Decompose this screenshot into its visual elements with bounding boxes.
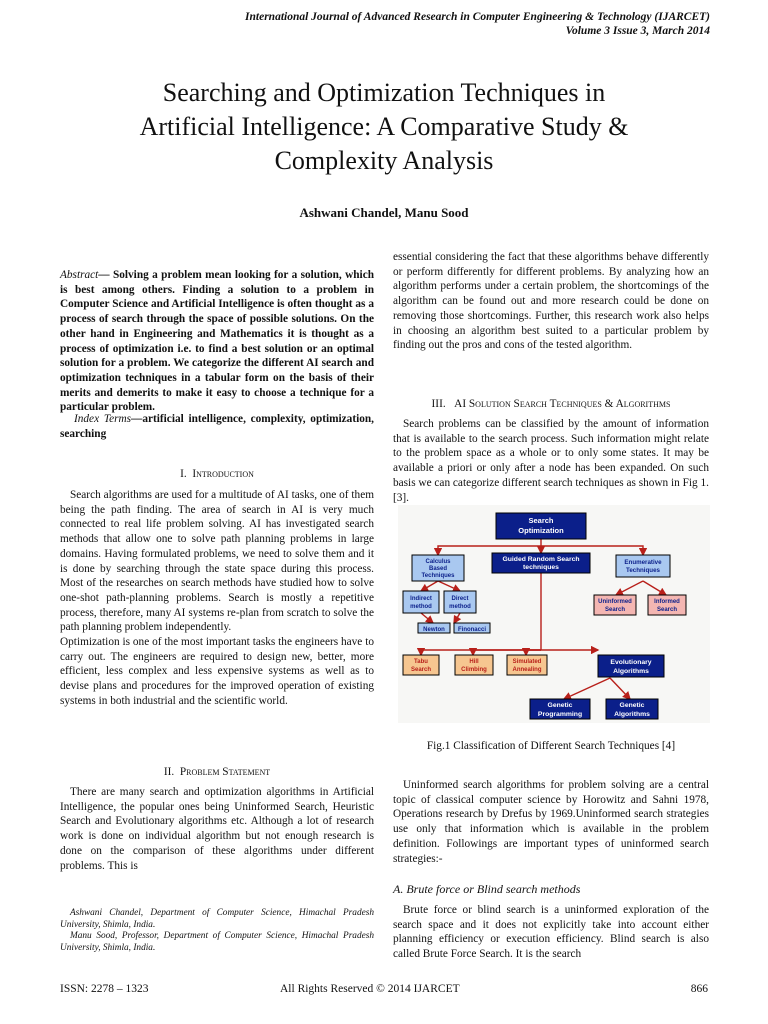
node-label: Finonacci (457, 627, 487, 633)
node-label: method (410, 604, 432, 610)
node-guided-random-search (492, 553, 590, 573)
node-label: Guided Random Search (502, 556, 580, 563)
node-direct-method (444, 591, 476, 613)
brute-force-paragraph: Brute force or blind search is a uninformed exploration of the search space and it does not explicitly take into account either planning efficiency or execution efficiency. Blind search is also called Brute Force Search. It is the search (393, 904, 709, 961)
subsection-heading-brute-force: A. Brute force or Blind search methods (393, 882, 581, 896)
node-evolutionary-algorithms (598, 655, 664, 677)
uninformed-paragraph: Uninformed search algorithms for problem solving are a central topic of classical computer science by Horowitz and Sahni 1978, Operations research by Drefus by 1969.Uninformed search strategies use only that information which is available in the problem definition. Followings are important types of uninformed search strategies:- (393, 779, 709, 865)
footer-page-number: 866 (690, 983, 708, 995)
ai-techniques-body (393, 417, 709, 505)
node-label: Optimization (518, 526, 564, 535)
brute-force-body (393, 903, 709, 962)
node-label: Indirect (410, 596, 432, 602)
uninformed-search-body (393, 778, 709, 866)
node-label: techniques (523, 564, 559, 571)
title-line-3: Complexity Analysis (274, 146, 494, 175)
footnote-author-2: Manu Sood, Professor, Department of Computer Science, Himachal Pradesh University, Shimla, India. (60, 931, 374, 953)
node-label: Newton (423, 627, 445, 633)
index-terms-text: —artificial intelligence, complexity, optimization, searching (60, 413, 374, 440)
section-number: III. (431, 398, 446, 410)
node-uninformed-search (594, 595, 636, 615)
node-label: Annealing (512, 667, 542, 673)
node-label: Tabu (414, 659, 428, 665)
node-label: Search (410, 667, 432, 673)
introduction-body (60, 488, 374, 709)
intro-paragraph-2: Optimization is one of the most important tasks the engineers have to carry out. The engineers are required to design new, better, more efficient, less complex and less expensive systems as well as to devise plans and procedures for the improved operation of existing systems in both industrial and the scientific world. (60, 636, 374, 707)
node-label: Climbing (461, 667, 487, 673)
node-informed-search (648, 595, 686, 615)
node-label: Programming (537, 711, 583, 718)
section-heading-ai-techniques (393, 398, 709, 410)
footer-rights: All Rights Reserved © 2014 IJARCET (280, 983, 460, 995)
figure-caption: Fig.1 Classification of Different Search Techniques [4] (426, 740, 676, 752)
ai-paragraph-1: Search problems can be classified by the amount of information that is available to the search process. Such information might relate to the problem space as a whole or to only some states. It may be available a priori or only after a node has been expanded. On such basis we can categorize different search techniques as shown in Fig 1. [3]. (393, 418, 709, 504)
node-calculus-based (412, 555, 464, 581)
node-genetic-algorithms (606, 699, 658, 719)
node-simulated-annealing (507, 655, 547, 675)
node-label: Search (528, 516, 554, 525)
node-indirect-method (403, 591, 439, 613)
node-label: Direct (451, 596, 469, 602)
journal-name: International Journal of Advanced Research in Computer Engineering & Technology (IJARCET) (245, 11, 710, 23)
abstract-lead: Abstract (60, 269, 99, 281)
node-enumerative (616, 555, 670, 577)
title-line-2: Artificial Intelligence: A Comparative Study & (139, 112, 629, 141)
footer-issn: ISSN: 2278 – 1323 (60, 983, 149, 995)
node-hill-climbing (455, 655, 493, 675)
node-label: Simulated (512, 659, 542, 665)
node-label: Genetic (619, 702, 645, 709)
node-finonacci (454, 623, 490, 633)
footnote (60, 908, 374, 954)
abstract-text: Solving a problem mean looking for a solution, which is best among others. Finding a solution to a problem in Computer Science and Artificial Intelligence is often thought as a process of search through the space of possible solutions. On the other hand in Engineering and Mathematics it is thought as a process of optimization i.e. to find a best solution or an optimal solution for a problem. We categorize the different AI search and optimization techniques in a tabular form on the basis of their merits and demerits to make it easy to choose a technique for a particular problem. (60, 269, 374, 414)
abstract (60, 268, 374, 415)
node-label: Algorithms (613, 668, 649, 675)
node-label: Search (604, 607, 626, 613)
intro-paragraph-1: Search algorithms are used for a multitude of AI tasks, one of them being the path finding. The area of search in AI is very much connected to real life problem solving. AI has investigated search methods that allow one to solve path planning problems in large domains. Having formulated problems, we need to solve them and it is done by searching through the state space during this process. Most of the researches on search methods have studied how to solve one-shot path-planning problems. Search is mostly a repetitive process, therefore, many AI systems re-plan from scratch to solve the path planning problem independently. (60, 489, 374, 634)
paper-title (60, 76, 708, 178)
node-label: Evolutionary (610, 659, 652, 666)
section-title: AI Solution Search Techniques & Algorithms (454, 398, 671, 410)
node-label: Search (656, 607, 678, 613)
node-label: Techniques (421, 573, 455, 579)
authors: Ashwani Chandel, Manu Sood (299, 205, 469, 220)
footnote-author-1: Ashwani Chandel, Department of Computer Science, Himachal Pradesh University, Shimla, India. (60, 908, 374, 930)
section-title: Problem Statement (179, 766, 271, 778)
abstract-dash: — (98, 269, 113, 281)
node-label: Uninformed (598, 599, 632, 605)
node-label: Calculus (425, 559, 451, 565)
node-label: Based (428, 566, 448, 572)
node-search-optimization (496, 513, 586, 539)
title-line-1: Searching and Optimization Techniques in (162, 78, 606, 107)
journal-volume: Volume 3 Issue 3, March 2014 (565, 25, 710, 37)
node-newton (418, 623, 450, 633)
problem-statement-body (60, 785, 374, 873)
node-tabu-search (403, 655, 439, 675)
node-genetic-programming (530, 699, 590, 719)
index-terms (60, 412, 374, 441)
classification-diagram (398, 505, 710, 723)
node-label: Techniques (626, 567, 660, 574)
index-terms-lead: Index Terms (74, 413, 132, 425)
continuation-paragraph: essential considering the fact that these algorithms behave differently or perform differently for different problems. By analyzing how an algorithm performs under a certain problem, the shortcomings of the algorithm can be found out and more research could be done on removing those shortcomings. Further, this research work also helps in choosing an algorithm best suited to a particular problem by finding out the pros and cons of the tested algorithm. (393, 251, 709, 352)
node-label: Hill (469, 659, 479, 665)
node-label: Genetic (547, 702, 573, 709)
section-title: Introduction (192, 468, 254, 480)
node-label: Enumerative (624, 559, 662, 566)
journal-header (245, 10, 710, 38)
figure-search-classification (398, 505, 710, 723)
section-number: I. (180, 468, 187, 480)
node-label: Informed (654, 599, 680, 605)
node-label: method (449, 604, 471, 610)
section-number: II. (163, 766, 175, 778)
section-heading-problem-statement (60, 766, 374, 778)
section-heading-introduction (60, 468, 374, 480)
right-column-continuation (393, 250, 709, 353)
node-label: Algorithms (614, 711, 650, 718)
problem-paragraph-1: There are many search and optimization algorithms in Artificial Intelligence, the popular ones being Uninformed Search, Heuristic Search and Evolutionary algorithms etc. Although a lot of research work is done on individual algorithm but not enough research is done on the comparison of these algorithms under different problems. This is (60, 786, 374, 872)
